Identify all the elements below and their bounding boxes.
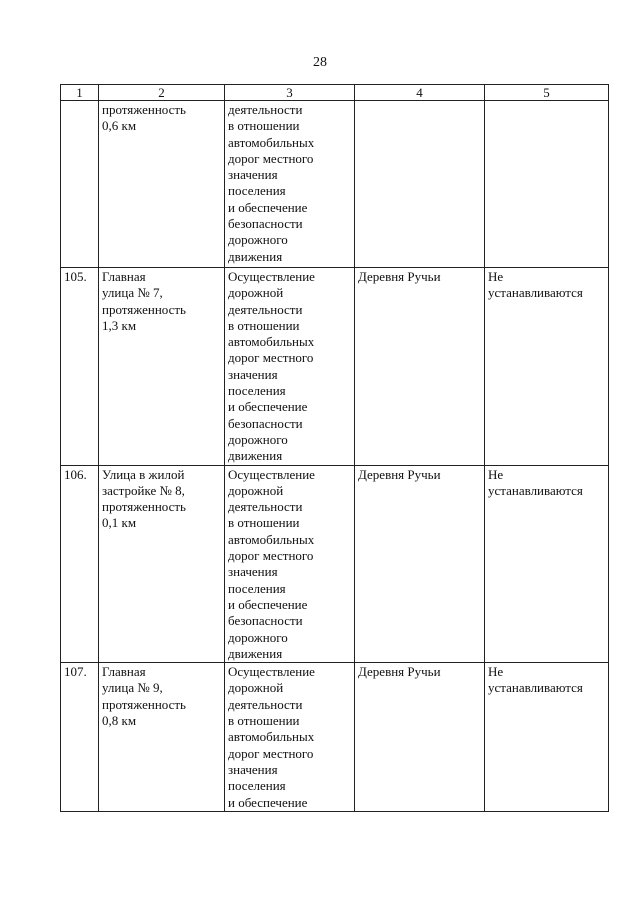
row-number: 105. [61, 268, 99, 466]
object-restrictions: Не устанавливаются [485, 268, 609, 466]
object-purpose: Осуществление дорожной деятельности в отношении автомобильных дорог местного значения поселения и обеспечение [225, 663, 355, 812]
object-purpose: деятельности в отношении автомобильных дорог местного значения поселения и обеспечение безопасности дорожного движения [225, 101, 355, 268]
object-name: Улица в жилой застройке № 8, протяженность 0,1 км [99, 465, 225, 663]
object-location [355, 101, 485, 268]
table-row [61, 268, 609, 466]
table-row [61, 663, 609, 812]
page-number: 28 [313, 55, 327, 70]
row-number: 107. [61, 663, 99, 812]
object-name: Главная улица № 7, протяженность 1,3 км [99, 268, 225, 466]
registry-table [60, 84, 609, 812]
object-location: Деревня Ручьи [355, 465, 485, 663]
object-restrictions: Не устанавливаются [485, 663, 609, 812]
object-restrictions: Не устанавливаются [485, 465, 609, 663]
table-row [61, 101, 609, 268]
object-restrictions [485, 101, 609, 268]
object-purpose: Осуществление дорожной деятельности в отношении автомобильных дорог местного значения поселения и обеспечение безопасности дорожного движения [225, 268, 355, 466]
row-number: 106. [61, 465, 99, 663]
object-name: Главная улица № 9, протяженность 0,8 км [99, 663, 225, 812]
object-name: протяженность 0,6 км [99, 101, 225, 268]
column-header-3: 3 [225, 85, 355, 101]
object-location: Деревня Ручьи [355, 268, 485, 466]
row-number [61, 101, 99, 268]
column-header-2: 2 [99, 85, 225, 101]
object-purpose: Осуществление дорожной деятельности в отношении автомобильных дорог местного значения поселения и обеспечение безопасности дорожного движения [225, 465, 355, 663]
column-header-5: 5 [485, 85, 609, 101]
object-location: Деревня Ручьи [355, 663, 485, 812]
table-row [61, 465, 609, 663]
column-header-1: 1 [61, 85, 99, 101]
column-header-4: 4 [355, 85, 485, 101]
header-row [61, 85, 609, 101]
